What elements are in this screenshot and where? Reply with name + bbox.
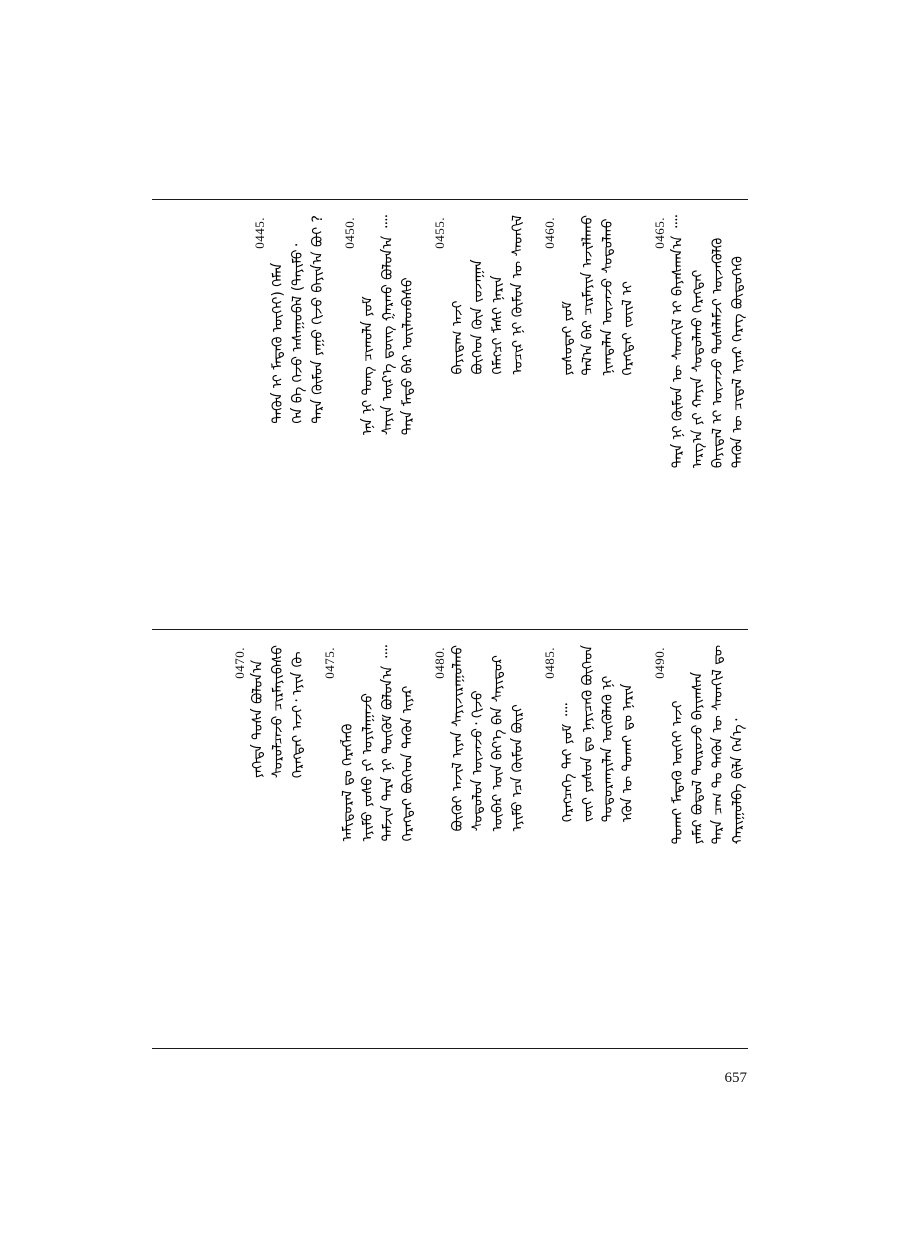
text-line: ᠶᠡᠬᠡᠳᠡ ᠲᠤᠰᠠ ᠪᠣᠯᠤᠨ᠎ᠠ [250,659,266,779]
entry-number: 0490. [652,647,667,679]
numbered-entry [252,215,328,424]
text-line: ᠲᠠᠯ᠎ᠠ ᠪᠠᠷ ᠴᠢᠷᠮᠠᠶᠢᠨ ᠠᠵᠢᠯᠯᠠᠬᠤ [580,215,596,376]
numbered-entry [232,645,308,778]
entry-number: 0470. [232,647,247,679]
entry-number: 0460. [542,217,557,249]
entry-body [338,645,418,841]
entry-number: 0455. [432,217,447,249]
entry-body [268,215,328,424]
text-line: ᠲᠡᠭᠦᠨ ᠢ ᠮᠡᠳᠡᠬᠦ ᠦᠭᠡᠢ) ᠬᠡᠮᠡᠨ [270,262,286,424]
text-line: ᠲᠤᠬᠠᠢ ᠮᠡᠳᠡᠬᠦ ᠦᠭᠡᠢ ᠠᠵᠢ [670,700,686,845]
numbered-entry [322,645,418,841]
entry-number: 0480. [432,647,447,679]
text-line: ᠡᠭᠦᠨ ᠦ ᠲᠤᠬᠠᠢ ᠳᠤ ᠨᠠᠷᠢᠨ [620,683,636,823]
entry-body [558,645,638,822]
text-line: ᠡᠨᠡ ᠨᠢ ᠲᠤᠩ ᠴᠢᠬᠤᠯᠠ ᠶᠤᠮ [360,296,376,436]
text-line: ᠶᠠᠮᠠᠷ ᠪᠣᠳᠤᠯ ᠲᠥᠷᠥᠵᠦ ᠪᠠᠶᠢᠭᠰᠠᠨ [690,671,706,845]
text-line: ᠲᠡᠭᠦᠨ ᠦ ᠴᠢᠳᠠᠯ ᠢᠶᠠᠷ ᠬᠡᠷᠡᠭ ᠪᠦᠲᠦᠭᠡᠬᠦ [730,256,746,469]
page-number: 657 [724,1070,747,1086]
text-line: ᠲᠡᠷᠡ ᠬᠦᠮᠦᠨ ᠶᠠᠭᠤ ᠬᠢᠵᠦ ᠪᠠᠶᠢᠨ᠎ᠠ ᠪᠤᠢ ? [310,215,326,424]
entry-body [448,645,528,831]
numbered-entry [652,215,748,468]
text-line: ᠬᠡᠷᠡᠭᠲᠡᠢ ᠪᠥᠭᠡᠳ ᠲᠡᠭᠦᠨ ᠢᠶᠡᠷ [400,685,416,842]
entry-body [248,645,308,778]
text-line: ᠬᠡᠷᠡᠭᠲᠡᠢ ᠵᠦᠢᠯ ᠢ [620,281,636,376]
text-line: ᠬᠡᠨ ᠪᠡ ᠭᠡᠵᠦ ᠠᠰᠠᠭᠤᠪᠠᠯ (ᠲᠡᠶᠢᠮᠦ᠂ [290,243,306,424]
text-line: ᠰᠠᠶᠢᠨ ᠦᠷ᠎ᠡ ᠳ᠋ᠦᠩ ᠭᠠᠷᠬᠤ ᠪᠣᠯᠤᠨ᠎ᠠ ᠁ [380,215,396,436]
entry-body [358,215,418,435]
entry-body [448,215,528,374]
text-line: ᠰᠤᠳᠤᠯᠤᠨ ᠦᠵᠡᠵᠦ᠂ ᠬᠢᠵᠦ [470,690,486,832]
entry-body [668,645,748,844]
divider-middle [152,629,748,630]
entry-number: 0465. [652,217,667,249]
text-line: ᠰᠤᠷᠤᠯᠴᠠᠵᠤ ᠴᠢᠷᠮᠠᠶᠢᠪᠠᠰᠤ [270,645,286,779]
entry-number: 0485. [542,647,557,679]
numbered-entry [542,215,638,376]
text-line: ᠠᠷᠭ᠎ᠠ ᠶᠢ ᠬᠠᠶᠢᠨ ᠰᠤᠳᠤᠯᠬᠤ ᠬᠡᠷᠡᠭᠲᠡᠢ [690,269,706,469]
entry-number: 0445. [252,217,267,249]
text-line: ᠲᠡᠷᠡ ᠮᠡᠲᠦ ᠪᠡᠷ ᠦᠢᠯᠡᠳᠪᠡᠰᠦ [400,277,416,436]
text-line: ᠡᠶᠢᠮᠦ ᠶᠣᠰᠤ ᠶᠢ ᠣᠶᠢᠯᠠᠭᠠᠵᠤ [360,693,376,842]
text-line: ᠳᠠᠮᠵᠢᠨ ᠲᠡᠷᠡ ᠨᠢ ᠲᠥᠭᠥᠮ ᠪᠣᠯᠤᠨ᠎ᠠ ᠁ [380,645,396,842]
text-line: ᠪᠦᠬᠦᠢ ᠠᠵᠢᠯ ᠢᠶᠠᠨ ᠰᠠᠶᠢᠵᠢᠷᠠᠭᠤᠯᠬᠤ [450,645,466,832]
text-line: ᠪᠠᠶᠢᠳᠠᠭ ᠠᠵᠢ [450,300,466,375]
numbered-entry [652,645,748,844]
text-line: ᠲᠡᠷᠡ ᠴᠠᠭ ᠲᠤ ᠲᠡᠭᠦᠨ ᠦ ᠰᠡᠳᠬᠢᠯ ᠳᠦ [710,645,726,845]
entry-body [668,215,748,468]
entry-body [558,215,638,376]
entry-number: 0475. [322,647,337,679]
text-line: ᠨᠢᠭᠲᠠᠯᠠᠨ ᠦᠵᠡᠵᠦ ᠰᠤᠳᠤᠯᠬᠤ [600,218,616,376]
numbered-entry [342,215,418,435]
text-line: ᠠᠮᠢᠳᠤᠷᠠᠯ ᠳᠤ ᠬᠡᠷᠡᠭᠯᠡᠬᠦ [340,723,356,842]
text-line: ᠪᠥᠭᠡᠳ ᠭᠦᠨ ᠵᠤᠵᠠᠭᠠᠨ [470,259,486,375]
text-line: ᠤᠴᠢᠷ ᠨᠢ ᠬᠦᠮᠦᠨ ᠦ ᠰᠡᠳᠬᠢᠯ [510,215,526,375]
text-line: ᠥᠪᠡᠷ ᠦᠨ ᠪᠡᠶ᠎ᠡ ᠪᠡᠨ ᠰᠠᠶᠢᠲᠤᠷ [490,655,506,832]
divider-top [152,199,748,200]
numbered-entry [542,645,638,822]
text-line: ᠲᠣᠳᠤᠷᠬᠠᠶᠢᠯᠠᠨ ᠥᠭᠦᠯᠡᠬᠦ ᠨᠢ [600,675,616,823]
text-line: ᠬᠡᠷᠡᠭᠴᠡᠭᠡ ᠲᠡᠢ ᠶᠤᠮ ᠁ [560,703,576,823]
text-block-upper [152,215,748,615]
numbered-entry [432,215,528,374]
text-block-lower [152,645,748,1035]
text-line: ᠵᠦᠢ ᠶᠣᠰᠤᠨ ᠳᠤ ᠨᠡᠶᠢᠴᠡᠬᠦ ᠪᠥᠭᠡᠳ [580,645,596,823]
text-line: ᠲᠡᠷᠡ ᠨᠢ ᠬᠦᠮᠦᠨ ᠦ ᠰᠡᠳᠬᠢᠯ ᠢ ᠪᠠᠶᠠᠰᠬᠠᠨ᠎ᠠ ᠁ [670,215,686,469]
numbered-entry [432,645,528,831]
text-line: ᠬᠡᠷᠡᠭᠲᠡᠢ ᠠᠵᠢ᠂ ᠡᠶᠢᠨ ᠬᠦ [290,651,306,779]
text-line: ᠪᠠᠶᠢᠳᠠᠯ ᠢ ᠦᠵᠡᠵᠦ ᠲᠤᠰᠠᠯᠠᠮᠵᠢ ᠦᠵᠡᠭᠦᠯᠬᠦ [710,237,726,469]
text-line: ᠬᠠᠷᠢᠭᠤᠯᠪᠠ ᠪᠢᠯᠡ ᠭᠡᠨ᠎ᠡ᠂ [730,718,746,845]
text-line: ᠬᠡᠮᠡᠭᠴᠢ ᠮᠠᠰᠢ ᠨᠠᠷᠢᠨ [490,275,506,375]
text-line: ᠶᠣᠰᠤᠲᠠᠢ ᠶᠤᠮ [560,301,576,376]
divider-bottom [152,1048,748,1049]
text-line: ᠡᠶᠢᠮᠦ ᠡᠴᠡ ᠬᠦᠮᠦᠨ ᠪᠦᠷᠢ [510,704,526,832]
entry-number: 0450. [342,217,357,249]
